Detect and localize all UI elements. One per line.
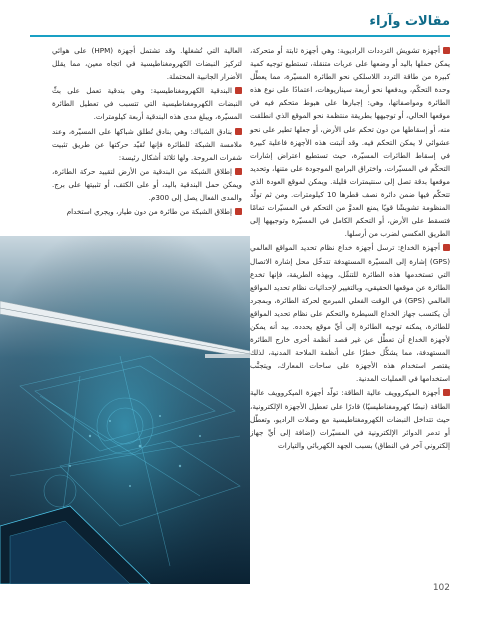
bullet-icon — [235, 168, 242, 175]
right-column — [250, 44, 450, 453]
bullet-icon — [235, 208, 242, 215]
bullet-icon — [443, 244, 450, 251]
page-number: 102 — [432, 583, 450, 593]
bullet-icon — [443, 47, 450, 54]
paragraph: إطلاق الشبكة من البندقية من الأرض لتقييد حركة الطائرة، ويمكن حمل البندقية باليد، أو على الكتف، أو تثبيتها على برج. والمدى الفعال يصل إلى 300م. — [52, 166, 242, 203]
left-column — [52, 44, 242, 219]
paragraph: أجهزة تشويش الترددات الراديوية: وهي أجهزة ثابتة أو متحركة، يمكن حملها باليد أو وضعها على عربات متنقلة، تستطيع توجيه كمية كبيرة من طاقة التردد اللاسلكي نحو الطائرة المسيّرة، مما يعطِّل وحدة التحكّم، ويدفعها نحو أربعة سيناريوهات، اعتمادًا على نوع هذه الطائرة ومواصفاتها، وهي: إجبارها على هبوط متحكم فيه في موقعها الحالي، أو توجيهها بطريقة منتظمة نحو الموقع الذي انطلقت منه، أو إسقاطها من دون تحكم على الأرض، أو جعلها تطير على نحو عشوائي لا يمكن التحكم فيه. وقد أثبتت هذه الأجهزة فاعلية كبيرة في إسقاط الطائرات المسيّرة، حيث تستطيع اعتراض إشارات التحكّم في المسيّرات، واختراق البرامج الموجودة على متنها، وتحديد موقعها بدقة تصل إلى سنتيمترات قليلة. ويمكن لموقع العودة الذي تتحكّم فيها ضمن دائرة نصف قطرها 10 كيلومترات. ومن ثم تولّد المنظومة تشويشًا قويًا يمنع العدوَّ من التحكم في المسيّرات تمامًا فتسقط على الأرض، أو التحكم الكامل في المسيّرة وتوجيهها إلى الطريق العكسي لضرب من أرسلها. — [250, 46, 451, 239]
bullet-icon — [235, 87, 242, 94]
header-rule — [30, 35, 450, 37]
paragraph: أجهزة الخداع: ترسل أجهزة خداع نظام تحديد المواقع العالمي (GPS) إشارة إلى المسيّرة المستهدفة تتدخّل محل إشارة الاتصال التي تستخدمها هذه الطائرة للتنقّل، وبهذه الطريقة، فإنها تخدع الطائرة عن موقعها الحقيقي، وبالتغيير لإحداثيات نظام تحديد المواقع العالمي (GPS) في الوقت الفعلي المبرمج لحركة الطائرة، وبمجرد أن يكتسب جهاز الخداع السيطرة والتحكم على نظام تحديد المواقع للطائرة، يمكنه توجيه الطائرة إلى أيِّ موقع يحدده. بيد أنه يمكن لأجهزة الخداع أن تعطِّل عن غير قصد أنظمة أخرى خارج الطائرة المستهدفة، مما يشكِّل خطرًا على أنظمة الملاحة المدنية، لذلك يقتصر استخدام هذه الأجهزة على ساحات المعارك، ويتجنَّب استخدامها في العمليات المدنية. — [250, 243, 450, 384]
paragraph: إطلاق الشبكة من طائرة من دون طيار، ويجري استخدام — [52, 205, 242, 218]
page-header — [0, 0, 480, 40]
drone-illustration — [0, 236, 250, 584]
paragraph: بنادق الشباك: وهي بنادق تُطلق شباكها على المسيّرة، وعند ملامسة الشبكة للطائرة فإنها تُقيّد حركتها عن طريق تثبيت شفرات المروحة. ولها ثلاثة أشكال رئيسة: — [52, 126, 242, 162]
bullet-icon — [235, 128, 242, 135]
paragraph: البندقية الكهرومغناطيسية: وهي بندقية تعمل على بثِّ النبضات الكهرومغناطيسية التي تتسبب في تعطيل الطائرة المسيّرة، ويبلغ مدى هذه البندقية أربعة كيلومترات. — [52, 86, 242, 122]
bullet-icon — [443, 389, 450, 396]
paragraph: أجهزة الميكروويف عالية الطاقة: تولّد أجهزة الميكروويف عالية الطاقة (نبضًا كهرومغناطيسيًا) قادرًا على تعطيل الأجهزة الإلكترونية، حيث تتداخل النبضات الكهرومغناطيسية مع وصلات الراديو، وتعطّل أو تدمر الدوائر الإلكترونية في المسيّرات (إضافة إلى أيِّ جهاز إلكتروني آخر في النطاق) بسبب الجهد الكهربائي والتيارات — [250, 388, 450, 450]
section-title: مقالات وآراء — [369, 14, 450, 29]
paragraph: العالية التي تُشغلها. وقد تشتمل أجهزة (HPM) على هوائي لتركيز النبضات الكهرومغناطيسية في اتجاه معين، مما يقلل الأضرار الجانبية المحتملة. — [52, 46, 242, 82]
